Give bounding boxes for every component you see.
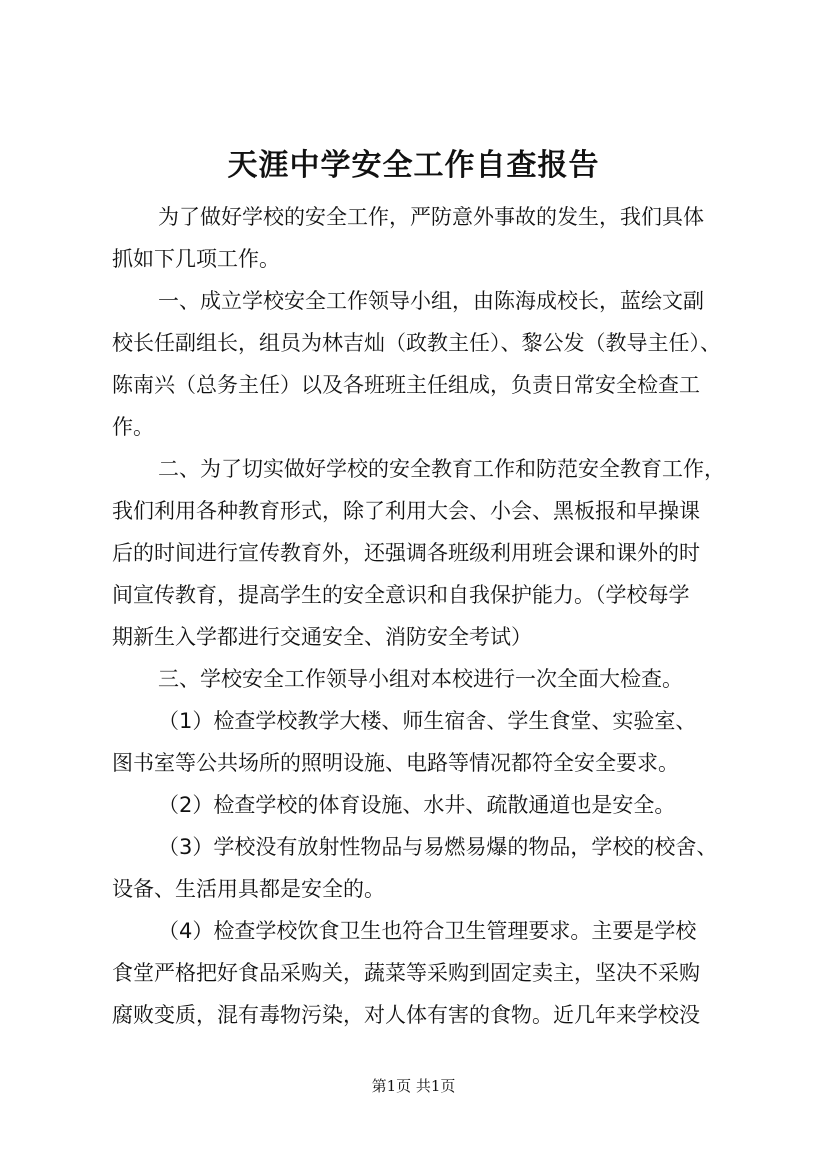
text-line: 我们利用各种教育形式，除了利用大会、小会、黑板报和早操课 — [112, 499, 700, 523]
text-line: 抓如下几项工作。 — [112, 247, 280, 271]
text-line: （4）检查学校饮食卫生也符合卫生管理要求。主要是学校 — [158, 919, 697, 943]
text-line: 图书室等公共场所的照明设施、电路等情况都符全安全要求。 — [112, 751, 679, 775]
text-line: 间宣传教育，提高学生的安全意识和自我保护能力。（学校每学 — [112, 583, 690, 607]
text-line: 一、成立学校安全工作领导小组，由陈海成校长，蓝绘文副 — [158, 289, 704, 313]
document-body — [112, 196, 724, 1036]
text-line: （3）学校没有放射性物品与易燃易爆的物品，学校的校舍、 — [158, 835, 718, 859]
text-line: 食堂严格把好食品采购关，蔬菜等采购到固定卖主，坚决不采购 — [112, 961, 700, 985]
text-line: 三、学校安全工作领导小组对本校进行一次全面大检查。 — [158, 667, 683, 691]
text-line: 后的时间进行宣传教育外，还强调各班级利用班会课和课外的时 — [112, 541, 700, 565]
text-line: 校长任副组长，组员为林吉灿（政教主任）、黎公发（教导主任）、 — [112, 331, 721, 355]
text-line: （2）检查学校的体育设施、水井、疏散通道也是安全。 — [158, 793, 676, 817]
text-line: （1）检查学校教学大楼、师生宿舍、学生食堂、实验室、 — [158, 709, 697, 733]
text-line: 期新生入学都进行交通安全、消防安全考试） — [112, 625, 532, 649]
text-line: 二、为了切实做好学校的安全教育工作和防范安全教育工作， — [158, 457, 725, 481]
text-line: 陈南兴（总务主任）以及各班班主任组成，负责日常安全检查工 — [112, 373, 700, 397]
text-line: 作。 — [112, 415, 154, 439]
page-title: 天涯中学安全工作自查报告 — [227, 148, 600, 183]
text-line: 设备、生活用具都是安全的。 — [112, 877, 385, 901]
page-footer: 第1页 共1页 — [371, 1077, 456, 1095]
text-line: 为了做好学校的安全工作，严防意外事故的发生，我们具体 — [158, 205, 704, 229]
text-line: 腐败变质，混有毒物污染，对人体有害的食物。近几年来学校没 — [112, 1003, 700, 1027]
